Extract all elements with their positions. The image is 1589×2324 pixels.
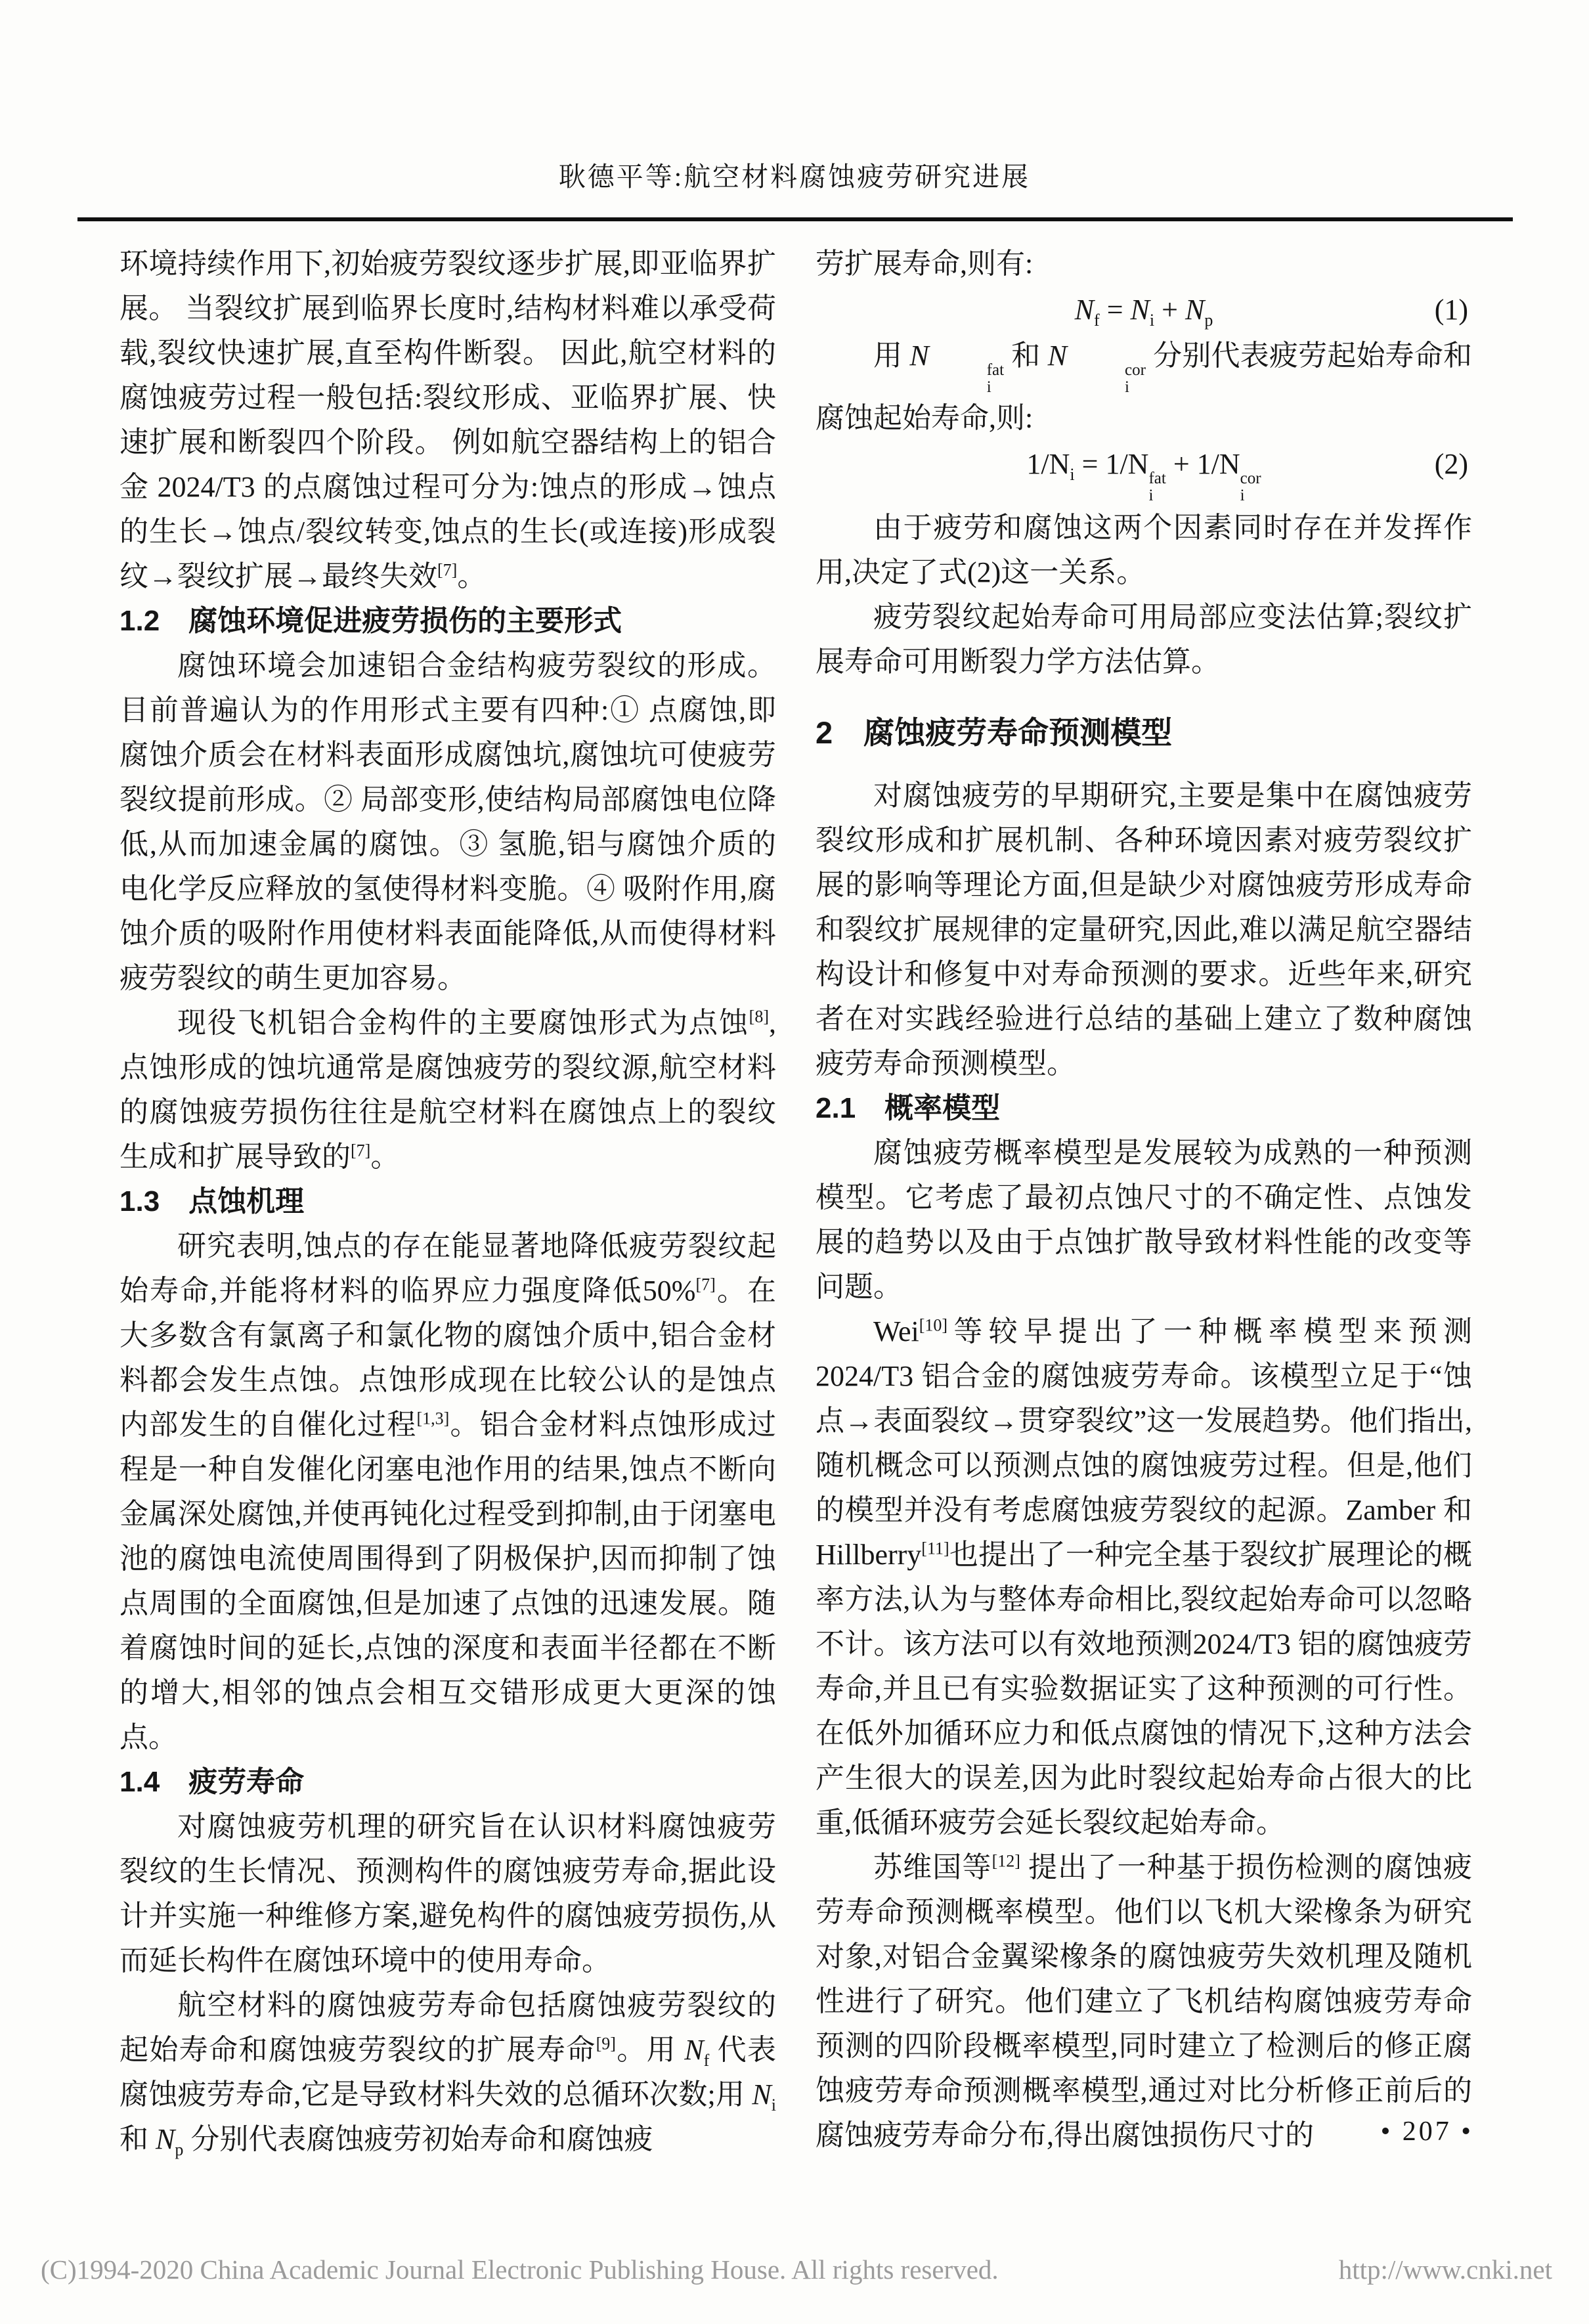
paragraph-continuation: 劳扩展寿命,则有: xyxy=(816,248,1034,280)
equation-2-number: (2) xyxy=(1434,448,1468,480)
section-heading-2: 2 腐蚀疲劳寿命预测模型 xyxy=(816,715,1173,750)
footer xyxy=(41,2254,1552,2285)
paragraph: 对腐蚀疲劳机理的研究旨在认识材料腐蚀疲劳裂纹的生长情况、预测构件的腐蚀疲劳寿命,据此设计并实施一种维修方案,避免构件的腐蚀疲劳损伤,从而延长构件在腐蚀环境中的使用寿命。 xyxy=(120,1810,776,1977)
paragraph-continuation: 环境持续作用下,初始疲劳裂纹逐步扩展,即亚临界扩展。 当裂纹扩展到临界长度时,结构材料难以承受荷载,裂纹快速扩展,直至构件断裂。 因此,航空材料的腐蚀疲劳过程一般包括:裂纹形成、亚临界扩展、快速扩展和断裂四个阶段。 例如航空器结构上的铝合金 2024/T3 的点腐蚀过程可分为:蚀点的形成→蚀点的生长→蚀点/裂纹转变,蚀点的生长(或连接)形成裂纹→裂纹扩展→最终失效[7]。 xyxy=(120,248,776,592)
equation-2 xyxy=(816,442,1472,504)
equation-1-number: (1) xyxy=(1434,294,1468,326)
equation-2-body: $1/N_i = 1/N$ fat i + 1/N cor i xyxy=(1026,448,1261,504)
footer-copyright: (C)1994-2020 China Academic Journal Electronic Publishing House. All rights reserved. xyxy=(41,2254,999,2285)
equation-1-body: $N_f = N_i + N_p$ xyxy=(1074,294,1213,330)
paragraph: 疲劳裂纹起始寿命可用局部应变法估算;裂纹扩展寿命可用断裂力学方法估算。 xyxy=(816,601,1472,678)
paragraph: 腐蚀环境会加速铝合金结构疲劳裂纹的形成。目前普遍认为的作用形式主要有四种:① 点腐蚀,即腐蚀介质会在材料表面形成腐蚀坑,腐蚀坑可使疲劳裂纹提前形成。② 局部变形,使结构局部腐蚀电位降低,从而加速金属的腐蚀。③ 氢脆,铝与腐蚀介质的电化学反应释放的氢使得材料变脆。④ 吸附作用,腐蚀介质的吸附作用使材料表面能降低,从而使得材料疲劳裂纹的萌生更加容易。 xyxy=(120,649,776,994)
page-number: • 207 • xyxy=(1380,2116,1473,2147)
section-heading-2-1: 2.1 概率模型 xyxy=(816,1092,1001,1124)
section-heading-1-3: 1.3 点蚀机理 xyxy=(120,1185,305,1217)
footer-url: http://www.cnki.net xyxy=(1338,2254,1552,2285)
paragraph: 对腐蚀疲劳的早期研究,主要是集中在腐蚀疲劳裂纹形成和扩展机制、各种环境因素对疲劳裂纹扩展的影响等理论方面,但是缺少对腐蚀疲劳形成寿命和裂纹扩展规律的定量研究,因此,难以满足航空器结构设计和修复中对寿命预测的要求。近些年来,研究者在对实践经验进行总结的基础上建立了数种腐蚀疲劳寿命预测模型。 xyxy=(816,779,1472,1080)
paragraph: 用 N fat i 和 N cor i 分别代表疲劳起始寿命和腐蚀起始寿命,则: xyxy=(816,340,1473,434)
section-heading-1-2: 1.2 腐蚀环境促进疲劳损伤的主要形式 xyxy=(120,605,622,637)
paragraph: 苏维国等[12] 提出了一种基于损伤检测的腐蚀疲劳寿命预测概率模型。他们以飞机大梁橡条为研究对象,对铝合金翼梁橡条的腐蚀疲劳失效机理及随机性进行了研究。他们建立了飞机结构腐蚀疲劳寿命预测的四阶段概率模型,同时建立了检测后的修正腐蚀疲劳寿命预测概率模型,通过对比分析修正前后的腐蚀疲劳寿命分布,得出腐蚀损伤尺寸的 xyxy=(816,1851,1472,2151)
right-column xyxy=(816,242,1472,2162)
equation-1 xyxy=(816,288,1472,332)
paragraph: 由于疲劳和腐蚀这两个因素同时存在并发挥作用,决定了式(2)这一关系。 xyxy=(816,512,1472,588)
left-column xyxy=(120,242,776,2162)
paragraph: Wei[10]等较早提出了一种概率模型来预测2024/T3 铝合金的腐蚀疲劳寿命。该模型立足于“蚀点→表面裂纹→贯穿裂纹”这一发展趋势。他们指出,随机概念可以预测点蚀的腐蚀疲劳过程。但是,他们的模型并没有考虑腐蚀疲劳裂纹的起源。Zamber 和 Hillberry[11]也提出了一种完全基于裂纹扩展理论的概率方法,认为与整体寿命相比,裂纹起始寿命可以忽略不计。该方法可以有效地预测2024/T3 铝的腐蚀疲劳寿命,并且已有实验数据证实了这种预测的可行性。在低外加循环应力和低点腐蚀的情况下,这种方法会产生很大的误差,因为此时裂纹起始寿命占很大的比重,低循环疲劳会延长裂纹起始寿命。 xyxy=(816,1315,1472,1839)
header-rule xyxy=(77,217,1513,221)
section-heading-1-4: 1.4 疲劳寿命 xyxy=(120,1766,305,1798)
running-header: 耿德平等:航空材料腐蚀疲劳研究进展 xyxy=(558,162,1031,192)
paragraph: 腐蚀疲劳概率模型是发展较为成熟的一种预测模型。它考虑了最初点蚀尺寸的不确定性、点蚀发展的趋势以及由于点蚀扩散导致材料性能的改变等问题。 xyxy=(816,1137,1472,1303)
paragraph: 现役飞机铝合金构件的主要腐蚀形式为点蚀[8],点蚀形成的蚀坑通常是腐蚀疲劳的裂纹源,航空材料的腐蚀疲劳损伤往往是航空材料在腐蚀点上的裂纹生成和扩展导致的[7]。 xyxy=(120,1007,776,1173)
paragraph: 研究表明,蚀点的存在能显著地降低疲劳裂纹起始寿命,并能将材料的临界应力强度降低50%[7]。在大多数含有氯离子和氯化物的腐蚀介质中,铝合金材料都会发生点蚀。点蚀形成现在比较公认的是蚀点内部发生的自催化过程[1,3]。铝合金材料点蚀形成过程是一种自发催化闭塞电池作用的结果,蚀点不断向金属深处腐蚀,并使再钝化过程受到抑制,由于闭塞电池的腐蚀电流使周围得到了阴极保护,因而抑制了蚀点周围的全面腐蚀,但是加速了点蚀的迅速发展。随着腐蚀时间的延长,点蚀的深度和表面半径都在不断的增大,相邻的蚀点会相互交错形成更大更深的蚀点。 xyxy=(120,1230,777,1753)
two-column-body xyxy=(120,242,1472,2162)
paragraph: 航空材料的腐蚀疲劳寿命包括腐蚀疲劳裂纹的起始寿命和腐蚀疲劳裂纹的扩展寿命[9]。用 $N_f$ 代表腐蚀疲劳寿命,它是导致材料失效的总循环次数;用 $N_i$ 和 $N_p$ 分别代表腐蚀疲劳初始寿命和腐蚀疲 xyxy=(120,1989,777,2159)
